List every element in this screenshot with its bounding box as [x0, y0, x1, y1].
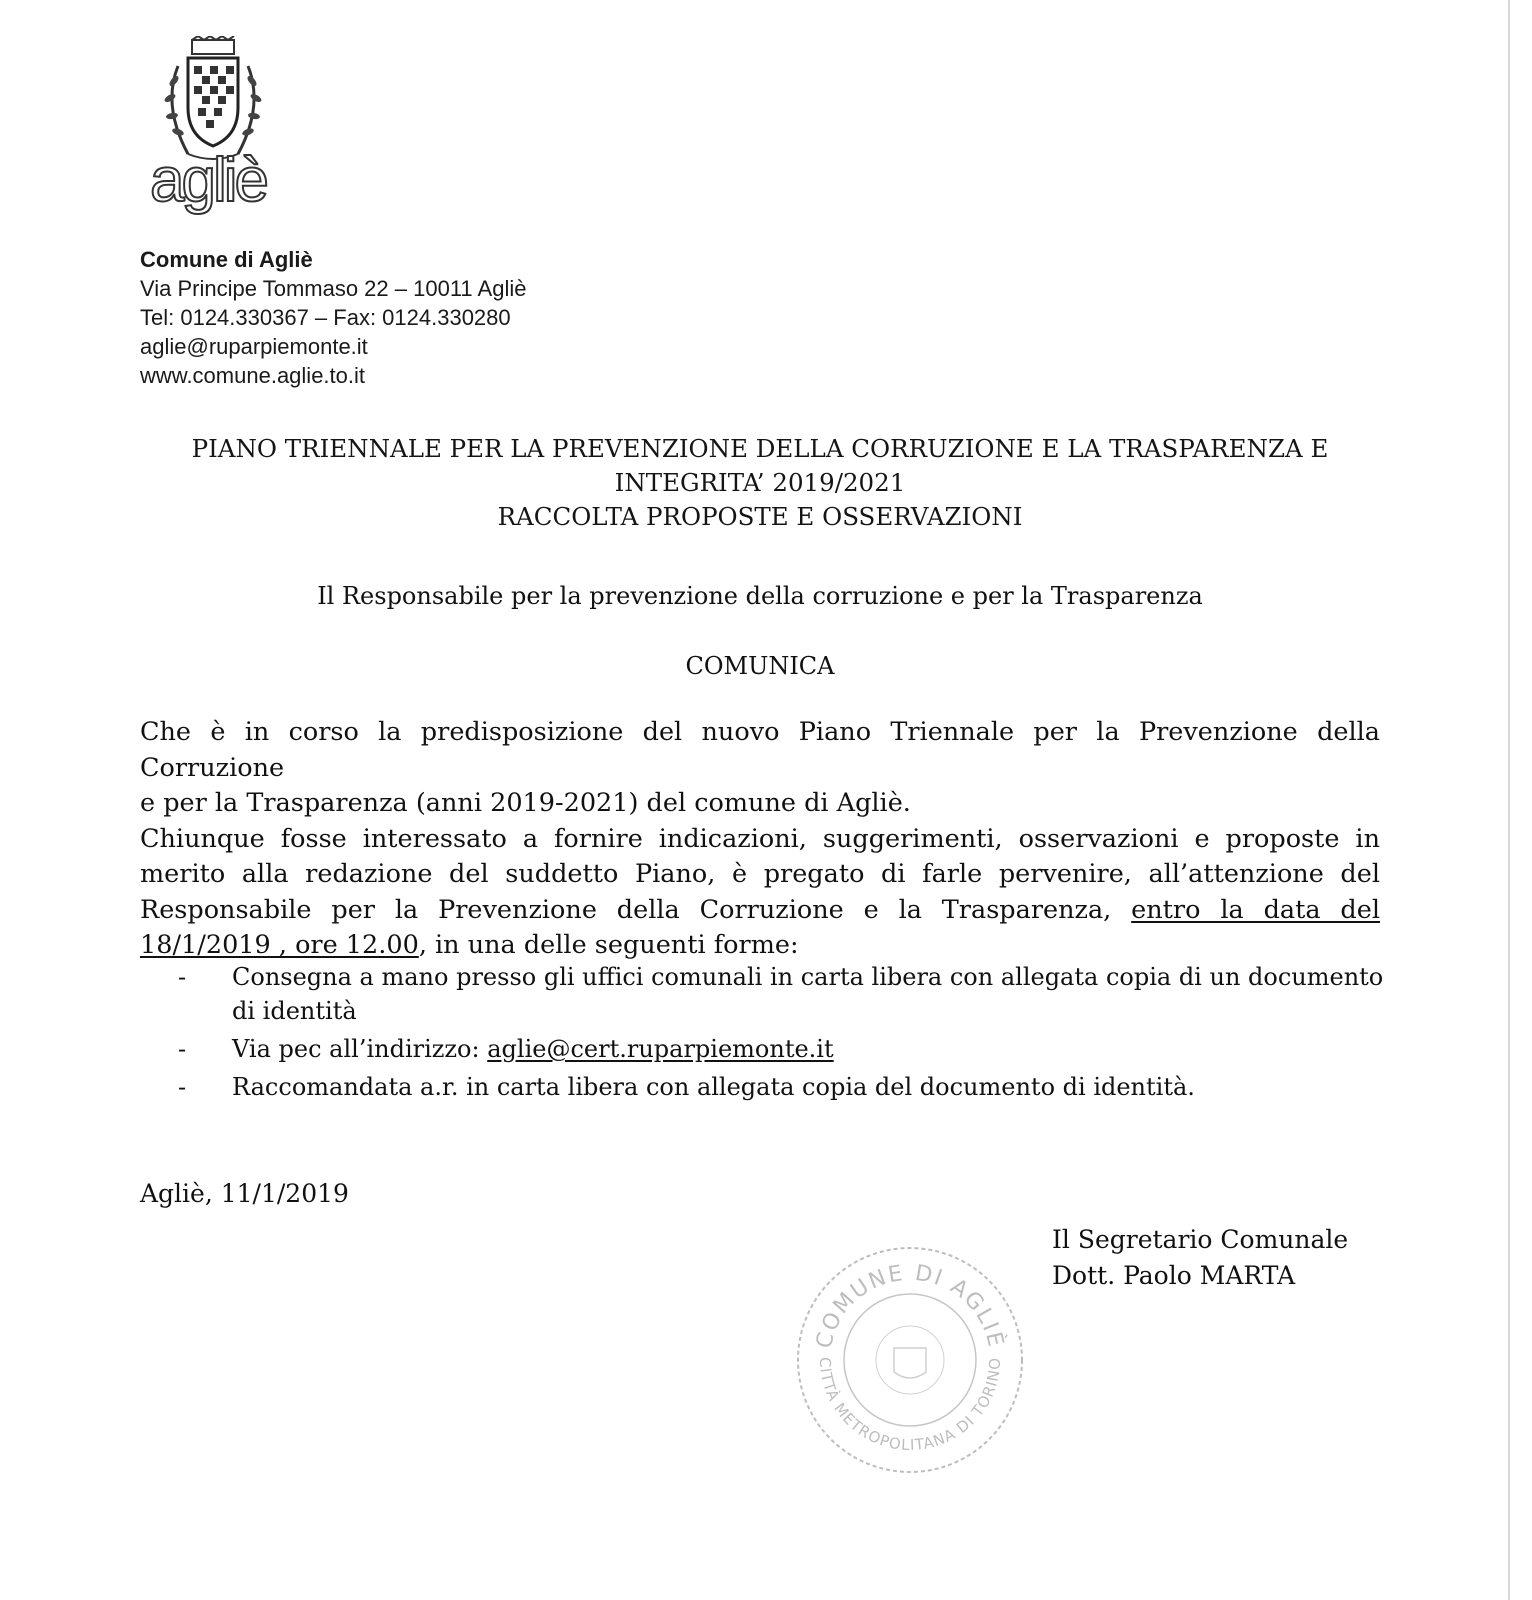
- svg-text:COMUNE DI AGLIÈ: [812, 1261, 1009, 1351]
- body-line: Chiunque fosse interessato a fornire indicazioni, suggerimenti, osservazioni e proposte in: [140, 823, 1380, 854]
- pec-email-link[interactable]: aglie@cert.ruparpiemonte.it: [487, 1035, 834, 1063]
- stamp-bottom-text: CITTÀ METROPOLITANA DI TORINO: [815, 1356, 1005, 1455]
- bullet-dash: -: [178, 1073, 187, 1101]
- scan-edge: [1508, 0, 1510, 1600]
- body-fragment: Responsabile per la Prevenzione della Corruzione e la Trasparenza,: [140, 894, 1112, 925]
- title-line-2: INTEGRITA’ 2019/2021: [614, 468, 906, 497]
- list-item-text: Raccomandata a.r. in carta libera con allegata copia del documento di identità.: [232, 1073, 1195, 1101]
- issuer-line: Il Responsabile per la prevenzione della corruzione e per la Trasparenza: [317, 582, 1203, 610]
- email-address: aglie@ruparpiemonte.it: [140, 334, 368, 359]
- body-line: e per la Trasparenza (anni 2019-2021) del comune di Agliè.: [140, 788, 911, 818]
- body-line: Che è in corso la predisposizione del nuovo Piano Triennale per la Prevenzione della Corruzione: [140, 717, 1380, 783]
- phone-fax: Tel: 0124.330367 – Fax: 0124.330280: [140, 305, 511, 330]
- municipality-name: Comune di Agliè: [140, 247, 313, 272]
- place-and-date: Agliè, 11/1/2019: [140, 1179, 349, 1208]
- letterhead-address: [140, 245, 526, 390]
- bullet-dash: -: [178, 1035, 187, 1063]
- signature-block: [1052, 1222, 1348, 1294]
- list-item: [176, 1070, 1386, 1104]
- title-line-1: PIANO TRIENNALE PER LA PREVENZIONE DELLA CORRUZIONE E LA TRASPARENZA E: [191, 434, 1329, 463]
- bullet-dash: -: [178, 963, 187, 991]
- body-line: merito alla redazione del suddetto Piano, è pregato di farle pervenire, all’attenzione del: [140, 859, 1380, 889]
- stamp-top-text: COMUNE DI AGLIÈ: [811, 1260, 1009, 1351]
- deadline-text: entro la data del: [1131, 894, 1381, 925]
- list-item: [176, 1032, 1386, 1066]
- website: www.comune.aglie.to.it: [140, 363, 365, 388]
- title-line-3: RACCOLTA PROPOSTE E OSSERVAZIONI: [497, 502, 1023, 531]
- signatory-name: Dott. Paolo MARTA: [1052, 1261, 1296, 1290]
- list-item: [176, 960, 1386, 1028]
- street-address: Via Principe Tommaso 22 – 10011 Agliè: [140, 276, 527, 301]
- body-fragment: , in una delle seguenti forme:: [418, 930, 799, 960]
- official-stamp-icon: [790, 1240, 1030, 1480]
- svg-text:CITTÀ METROPOLITANA DI TORINO: [816, 1357, 1004, 1454]
- list-item-text: Via pec all’indirizzo:: [232, 1035, 488, 1063]
- body-line: [140, 893, 1380, 929]
- body-line: [140, 928, 1380, 964]
- document-title: [140, 432, 1380, 534]
- signatory-role: Il Segretario Comunale: [1052, 1225, 1349, 1254]
- submission-methods-list: [176, 960, 1386, 1108]
- body-text: [140, 715, 1380, 964]
- logo-wordmark: agliè: [150, 146, 266, 215]
- list-item-text: Consegna a mano presso gli uffici comunali in carta libera con allegata copia di un documento di identità: [232, 963, 1384, 1025]
- deadline-date: 18/1/2019 , ore 12.00: [140, 930, 419, 960]
- comunica-heading: COMUNICA: [685, 652, 835, 680]
